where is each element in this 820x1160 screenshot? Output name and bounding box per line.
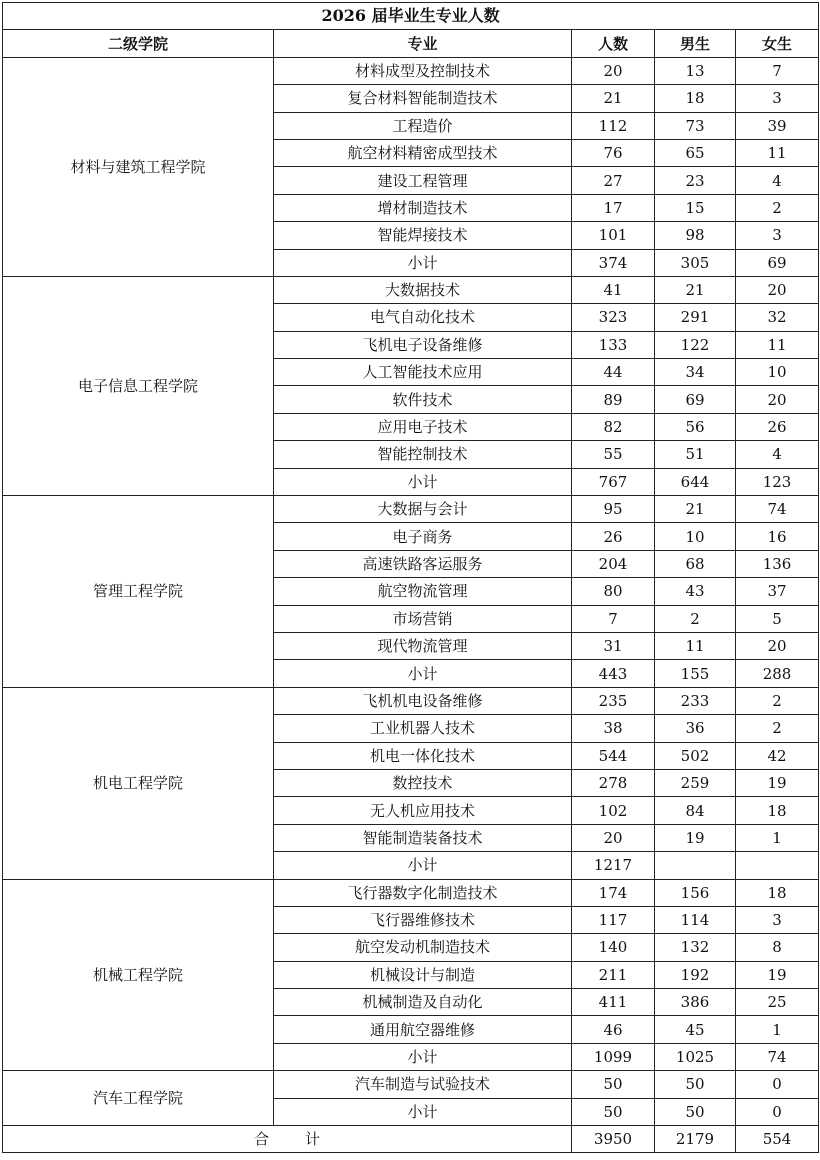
grand-total-label — [3, 1126, 572, 1153]
grand-total-label-a: 合 — [253, 1130, 269, 1149]
female-cell: 7 — [736, 57, 819, 84]
total-cell: 20 — [572, 57, 655, 84]
major-cell: 智能制造装备技术 — [274, 824, 572, 851]
major-cell: 小计 — [274, 249, 572, 276]
female-cell: 0 — [736, 1098, 819, 1125]
male-cell: 386 — [655, 989, 736, 1016]
college-name: 机电工程学院 — [3, 687, 274, 879]
total-cell: 21 — [572, 85, 655, 112]
male-cell: 51 — [655, 441, 736, 468]
female-cell: 20 — [736, 276, 819, 303]
table-row — [3, 879, 819, 906]
male-cell: 50 — [655, 1071, 736, 1098]
total-cell: 204 — [572, 550, 655, 577]
total-cell: 89 — [572, 386, 655, 413]
table-title: 2026 届毕业生专业人数 — [3, 3, 819, 30]
male-cell: 122 — [655, 331, 736, 358]
major-cell: 机械设计与制造 — [274, 961, 572, 988]
male-cell: 68 — [655, 550, 736, 577]
male-cell: 50 — [655, 1098, 736, 1125]
major-cell: 复合材料智能制造技术 — [274, 85, 572, 112]
female-cell: 10 — [736, 359, 819, 386]
title-row — [3, 3, 819, 30]
female-cell: 2 — [736, 194, 819, 221]
female-cell: 2 — [736, 715, 819, 742]
major-cell: 小计 — [274, 1098, 572, 1125]
total-cell: 31 — [572, 632, 655, 659]
major-cell: 数控技术 — [274, 769, 572, 796]
total-cell: 374 — [572, 249, 655, 276]
male-cell: 21 — [655, 276, 736, 303]
male-cell: 84 — [655, 797, 736, 824]
grand-total-row — [3, 1126, 819, 1153]
major-cell: 软件技术 — [274, 386, 572, 413]
total-cell: 44 — [572, 359, 655, 386]
total-cell: 174 — [572, 879, 655, 906]
female-cell: 3 — [736, 906, 819, 933]
female-cell: 1 — [736, 1016, 819, 1043]
table-row — [3, 57, 819, 84]
male-cell: 15 — [655, 194, 736, 221]
total-cell: 140 — [572, 934, 655, 961]
male-cell: 34 — [655, 359, 736, 386]
major-cell: 市场营销 — [274, 605, 572, 632]
major-cell: 智能焊接技术 — [274, 222, 572, 249]
female-cell: 18 — [736, 879, 819, 906]
male-cell: 36 — [655, 715, 736, 742]
total-cell: 1217 — [572, 852, 655, 879]
grand-total-female: 554 — [736, 1126, 819, 1153]
female-cell: 19 — [736, 961, 819, 988]
male-cell: 233 — [655, 687, 736, 714]
total-cell: 80 — [572, 578, 655, 605]
female-cell: 20 — [736, 386, 819, 413]
male-cell — [655, 852, 736, 879]
total-cell: 41 — [572, 276, 655, 303]
major-cell: 增材制造技术 — [274, 194, 572, 221]
total-cell: 112 — [572, 112, 655, 139]
major-cell: 现代物流管理 — [274, 632, 572, 659]
total-cell: 211 — [572, 961, 655, 988]
total-cell: 278 — [572, 769, 655, 796]
total-cell: 544 — [572, 742, 655, 769]
female-cell: 8 — [736, 934, 819, 961]
total-cell: 50 — [572, 1071, 655, 1098]
female-cell: 288 — [736, 660, 819, 687]
female-cell: 69 — [736, 249, 819, 276]
header-major: 专业 — [274, 30, 572, 57]
grand-total-count: 3950 — [572, 1126, 655, 1153]
major-cell: 航空材料精密成型技术 — [274, 139, 572, 166]
grand-total-label-b: 计 — [305, 1130, 321, 1149]
male-cell: 644 — [655, 468, 736, 495]
major-cell: 小计 — [274, 852, 572, 879]
male-cell: 502 — [655, 742, 736, 769]
major-cell: 工业机器人技术 — [274, 715, 572, 742]
male-cell: 98 — [655, 222, 736, 249]
female-cell: 74 — [736, 1043, 819, 1070]
female-cell: 20 — [736, 632, 819, 659]
major-cell: 航空发动机制造技术 — [274, 934, 572, 961]
male-cell: 132 — [655, 934, 736, 961]
male-cell: 156 — [655, 879, 736, 906]
college-name: 机械工程学院 — [3, 879, 274, 1071]
female-cell: 4 — [736, 167, 819, 194]
female-cell: 11 — [736, 139, 819, 166]
major-cell: 建设工程管理 — [274, 167, 572, 194]
female-cell: 25 — [736, 989, 819, 1016]
major-cell: 大数据与会计 — [274, 496, 572, 523]
female-cell: 37 — [736, 578, 819, 605]
total-cell: 411 — [572, 989, 655, 1016]
female-cell: 16 — [736, 523, 819, 550]
college-name: 汽车工程学院 — [3, 1071, 274, 1126]
college-name: 管理工程学院 — [3, 496, 274, 688]
female-cell: 3 — [736, 222, 819, 249]
total-cell: 1099 — [572, 1043, 655, 1070]
male-cell: 13 — [655, 57, 736, 84]
major-cell: 汽车制造与试验技术 — [274, 1071, 572, 1098]
major-cell: 电子商务 — [274, 523, 572, 550]
male-cell: 56 — [655, 413, 736, 440]
header-total: 人数 — [572, 30, 655, 57]
total-cell: 133 — [572, 331, 655, 358]
female-cell: 19 — [736, 769, 819, 796]
major-cell: 材料成型及控制技术 — [274, 57, 572, 84]
female-cell: 11 — [736, 331, 819, 358]
major-cell: 机电一体化技术 — [274, 742, 572, 769]
male-cell: 291 — [655, 304, 736, 331]
total-cell: 7 — [572, 605, 655, 632]
male-cell: 19 — [655, 824, 736, 851]
male-cell: 305 — [655, 249, 736, 276]
total-cell: 46 — [572, 1016, 655, 1043]
graduate-major-count-table — [2, 2, 819, 1153]
header-college: 二级学院 — [3, 30, 274, 57]
header-female: 女生 — [736, 30, 819, 57]
female-cell: 32 — [736, 304, 819, 331]
college-name: 电子信息工程学院 — [3, 276, 274, 495]
female-cell: 0 — [736, 1071, 819, 1098]
major-cell: 智能控制技术 — [274, 441, 572, 468]
major-cell: 无人机应用技术 — [274, 797, 572, 824]
total-cell: 102 — [572, 797, 655, 824]
female-cell: 3 — [736, 85, 819, 112]
major-cell: 飞机机电设备维修 — [274, 687, 572, 714]
female-cell: 26 — [736, 413, 819, 440]
female-cell: 123 — [736, 468, 819, 495]
major-cell: 飞机电子设备维修 — [274, 331, 572, 358]
major-cell: 应用电子技术 — [274, 413, 572, 440]
grand-total-male: 2179 — [655, 1126, 736, 1153]
total-cell: 767 — [572, 468, 655, 495]
female-cell: 1 — [736, 824, 819, 851]
female-cell: 39 — [736, 112, 819, 139]
total-cell: 235 — [572, 687, 655, 714]
male-cell: 65 — [655, 139, 736, 166]
total-cell: 117 — [572, 906, 655, 933]
total-cell: 95 — [572, 496, 655, 523]
male-cell: 21 — [655, 496, 736, 523]
male-cell: 73 — [655, 112, 736, 139]
table-row — [3, 276, 819, 303]
female-cell: 136 — [736, 550, 819, 577]
total-cell: 27 — [572, 167, 655, 194]
female-cell: 18 — [736, 797, 819, 824]
major-cell: 机械制造及自动化 — [274, 989, 572, 1016]
header-male: 男生 — [655, 30, 736, 57]
table-row — [3, 496, 819, 523]
male-cell: 114 — [655, 906, 736, 933]
total-cell: 50 — [572, 1098, 655, 1125]
major-cell: 小计 — [274, 660, 572, 687]
female-cell: 42 — [736, 742, 819, 769]
female-cell: 4 — [736, 441, 819, 468]
male-cell: 259 — [655, 769, 736, 796]
female-cell: 2 — [736, 687, 819, 714]
male-cell: 2 — [655, 605, 736, 632]
male-cell: 1025 — [655, 1043, 736, 1070]
total-cell: 55 — [572, 441, 655, 468]
female-cell — [736, 852, 819, 879]
total-cell: 38 — [572, 715, 655, 742]
male-cell: 45 — [655, 1016, 736, 1043]
total-cell: 323 — [572, 304, 655, 331]
major-cell: 航空物流管理 — [274, 578, 572, 605]
total-cell: 20 — [572, 824, 655, 851]
table-row — [3, 1071, 819, 1098]
total-cell: 443 — [572, 660, 655, 687]
major-cell: 高速铁路客运服务 — [274, 550, 572, 577]
male-cell: 43 — [655, 578, 736, 605]
major-cell: 人工智能技术应用 — [274, 359, 572, 386]
college-name: 材料与建筑工程学院 — [3, 57, 274, 276]
major-cell: 大数据技术 — [274, 276, 572, 303]
female-cell: 5 — [736, 605, 819, 632]
major-cell: 工程造价 — [274, 112, 572, 139]
male-cell: 155 — [655, 660, 736, 687]
header-row — [3, 30, 819, 57]
major-cell: 飞行器数字化制造技术 — [274, 879, 572, 906]
male-cell: 192 — [655, 961, 736, 988]
major-cell: 小计 — [274, 468, 572, 495]
total-cell: 26 — [572, 523, 655, 550]
total-cell: 76 — [572, 139, 655, 166]
male-cell: 23 — [655, 167, 736, 194]
male-cell: 11 — [655, 632, 736, 659]
female-cell: 74 — [736, 496, 819, 523]
major-cell: 通用航空器维修 — [274, 1016, 572, 1043]
total-cell: 17 — [572, 194, 655, 221]
major-cell: 飞行器维修技术 — [274, 906, 572, 933]
male-cell: 10 — [655, 523, 736, 550]
major-cell: 电气自动化技术 — [274, 304, 572, 331]
total-cell: 101 — [572, 222, 655, 249]
table-body — [3, 57, 819, 1125]
male-cell: 69 — [655, 386, 736, 413]
table-row — [3, 687, 819, 714]
major-cell: 小计 — [274, 1043, 572, 1070]
total-cell: 82 — [572, 413, 655, 440]
male-cell: 18 — [655, 85, 736, 112]
